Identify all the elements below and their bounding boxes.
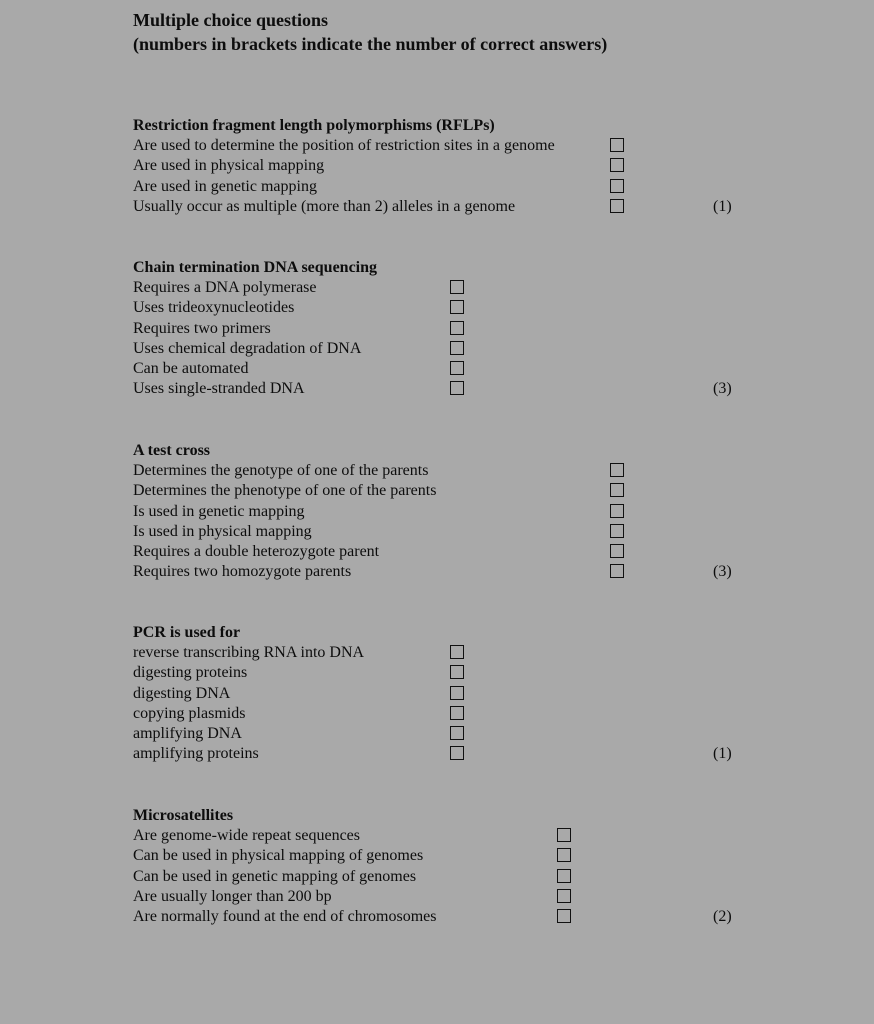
question-test-cross [133, 441, 753, 583]
answer-option [133, 379, 753, 399]
answer-option-label: amplifying proteins [133, 745, 259, 763]
answer-option [133, 319, 753, 339]
answer-option [133, 177, 753, 197]
worksheet-header [133, 8, 607, 56]
answer-option [133, 907, 753, 927]
answer-option [133, 278, 753, 298]
answer-checkbox[interactable] [450, 321, 464, 335]
answer-checkbox[interactable] [450, 341, 464, 355]
answer-checkbox[interactable] [450, 381, 464, 395]
answer-option [133, 663, 753, 683]
answer-option [133, 724, 753, 744]
answer-option [133, 846, 753, 866]
answer-option [133, 502, 753, 522]
answer-option [133, 704, 753, 724]
answer-option-label: digesting proteins [133, 664, 248, 682]
answer-option-label: Are used in genetic mapping [133, 177, 317, 195]
answer-option [133, 744, 753, 764]
answer-option-label: Are used to determine the position of restriction sites in a genome [133, 137, 555, 154]
answer-checkbox[interactable] [450, 726, 464, 740]
answer-checkbox[interactable] [450, 300, 464, 314]
answer-checkbox[interactable] [610, 158, 624, 172]
answer-option-label: Uses chemical degradation of DNA [133, 339, 362, 357]
answer-option-label: digesting DNA [133, 684, 231, 702]
answer-checkbox[interactable] [557, 869, 571, 883]
page-title: Multiple choice questions [133, 10, 329, 30]
answer-checkbox[interactable] [450, 280, 464, 294]
question-heading: A test cross [133, 442, 211, 459]
answer-option [133, 461, 753, 481]
answer-option-label: Is used in physical mapping [133, 522, 312, 540]
answer-checkbox[interactable] [557, 889, 571, 903]
correct-answer-count: (2) [713, 908, 732, 925]
question-chain-termination [133, 258, 753, 400]
answer-option [133, 339, 753, 359]
answer-option-label: Are used in physical mapping [133, 157, 325, 175]
answer-checkbox[interactable] [450, 746, 464, 760]
correct-answer-count: (3) [713, 563, 732, 580]
correct-answer-count: (3) [713, 380, 732, 397]
question-heading: Microsatellites [133, 807, 234, 824]
answer-option [133, 887, 753, 907]
answer-option-label: Requires a double heterozygote parent [133, 543, 380, 561]
answer-option [133, 522, 753, 542]
answer-option-label: Uses single-stranded DNA [133, 380, 305, 398]
answer-option-label: Requires two homozygote parents [133, 563, 352, 581]
question-rflps [133, 116, 753, 217]
answer-option [133, 643, 753, 663]
answer-checkbox[interactable] [450, 665, 464, 679]
answer-checkbox[interactable] [610, 179, 624, 193]
question-heading: Restriction fragment length polymorphisms (RFLPs) [133, 117, 495, 134]
question-pcr [133, 623, 753, 765]
answer-checkbox[interactable] [610, 483, 624, 497]
answer-option-label: Are genome-wide repeat sequences [133, 827, 360, 844]
answer-checkbox[interactable] [610, 138, 624, 152]
answer-checkbox[interactable] [450, 361, 464, 375]
answer-option-label: Can be automated [133, 360, 249, 378]
answer-option-label: reverse transcribing RNA into DNA [133, 644, 365, 661]
answer-checkbox[interactable] [557, 909, 571, 923]
answer-option [133, 359, 753, 379]
answer-option-label: Determines the genotype of one of the parents [133, 462, 429, 479]
answer-option-label: Are normally found at the end of chromosomes [133, 908, 437, 926]
correct-answer-count: (1) [713, 198, 732, 215]
page-subtitle: (numbers in brackets indicate the number of correct answers) [133, 34, 608, 54]
answer-checkbox[interactable] [610, 524, 624, 538]
question-heading: Chain termination DNA sequencing [133, 259, 378, 276]
answer-option [133, 826, 753, 846]
answer-option [133, 136, 753, 156]
answer-checkbox[interactable] [557, 848, 571, 862]
answer-option-label: Requires a DNA polymerase [133, 279, 317, 296]
answer-checkbox[interactable] [450, 686, 464, 700]
answer-option-label: Usually occur as multiple (more than 2) alleles in a genome [133, 197, 516, 215]
answer-option-label: Is used in genetic mapping [133, 502, 305, 520]
answer-checkbox[interactable] [450, 645, 464, 659]
question-heading: PCR is used for [133, 624, 241, 641]
answer-option-label: Are usually longer than 200 bp [133, 887, 332, 905]
answer-option [133, 156, 753, 176]
answer-checkbox[interactable] [610, 504, 624, 518]
answer-checkbox[interactable] [610, 544, 624, 558]
answer-option-label: Can be used in genetic mapping of genomes [133, 867, 417, 885]
answer-option-label: copying plasmids [133, 704, 246, 722]
correct-answer-count: (1) [713, 745, 732, 762]
answer-option [133, 684, 753, 704]
answer-checkbox[interactable] [610, 463, 624, 477]
answer-option-label: amplifying DNA [133, 725, 242, 743]
question-microsatellites [133, 806, 753, 927]
answer-option-label: Can be used in physical mapping of genomes [133, 847, 424, 865]
answer-option-label: Uses trideoxynucleotides [133, 299, 295, 317]
answer-checkbox[interactable] [610, 199, 624, 213]
answer-option [133, 542, 753, 562]
answer-checkbox[interactable] [557, 828, 571, 842]
answer-option [133, 867, 753, 887]
answer-option [133, 197, 753, 217]
answer-checkbox[interactable] [450, 706, 464, 720]
answer-option [133, 562, 753, 582]
answer-option-label: Determines the phenotype of one of the parents [133, 482, 437, 500]
answer-option-label: Requires two primers [133, 319, 271, 337]
answer-option [133, 481, 753, 501]
answer-checkbox[interactable] [610, 564, 624, 578]
answer-option [133, 298, 753, 318]
